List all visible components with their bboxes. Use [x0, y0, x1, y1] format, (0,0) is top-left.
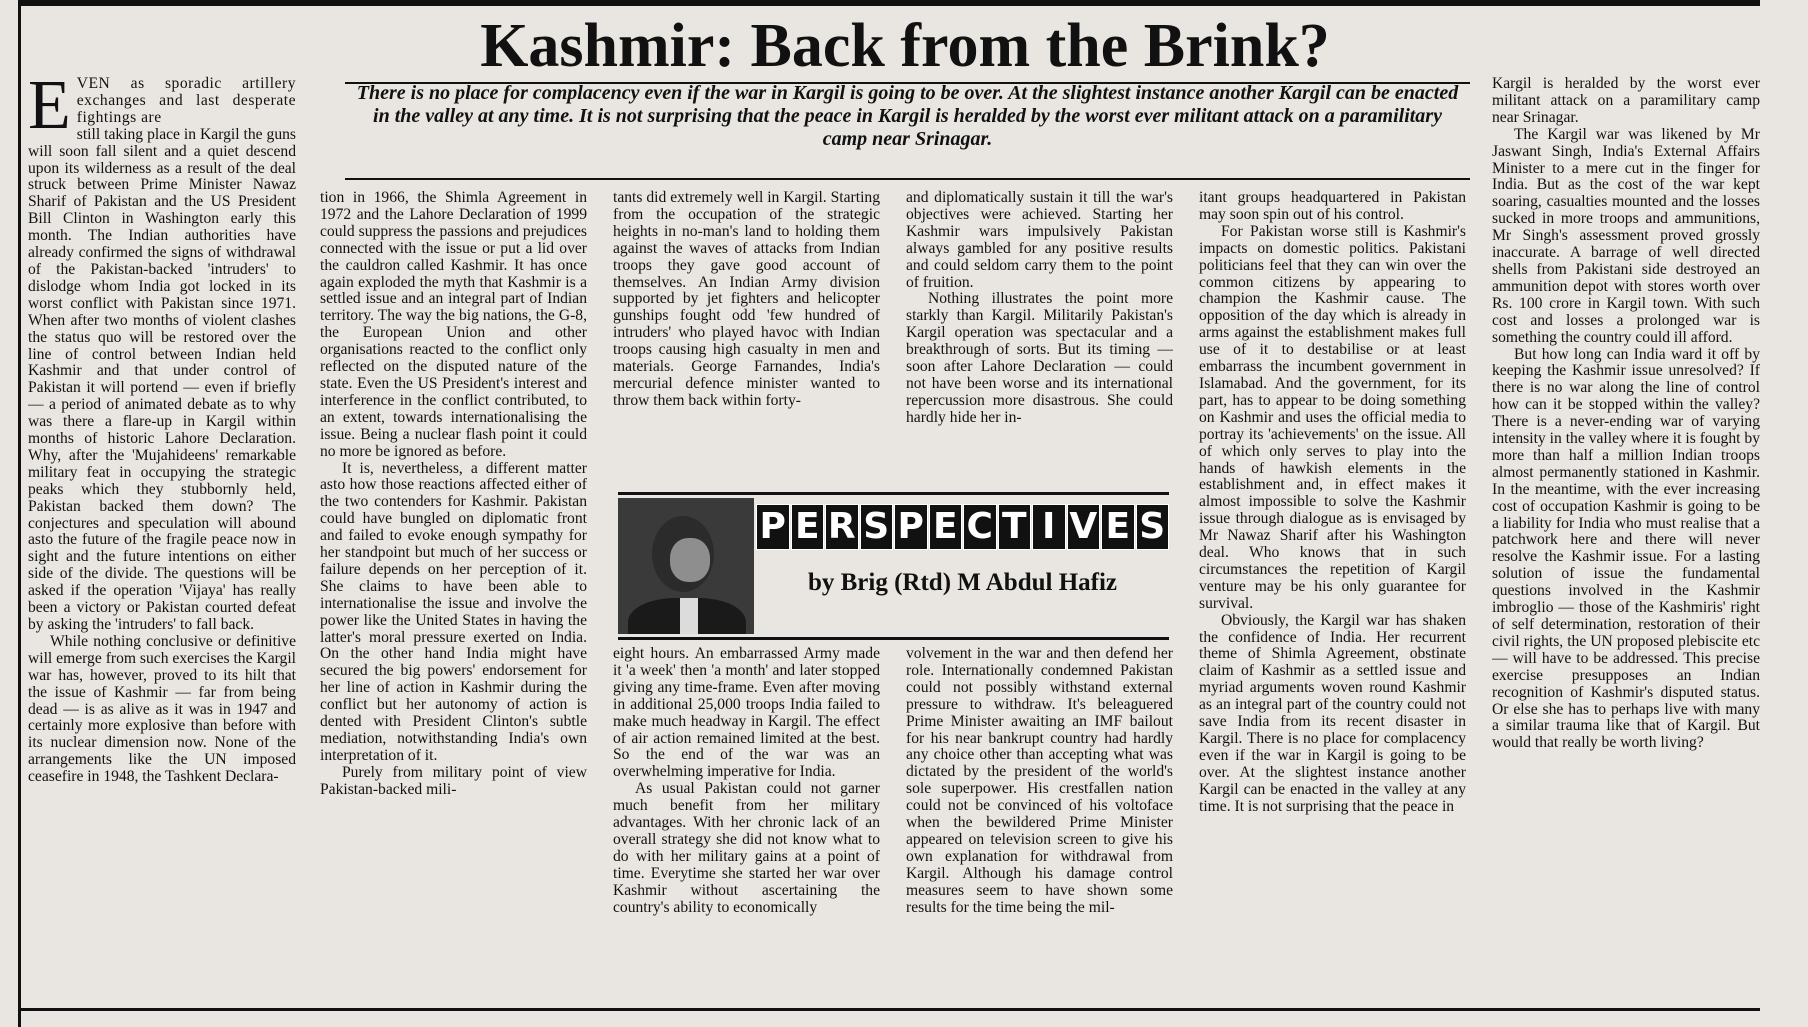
left-rule: [18, 0, 21, 1027]
drop-cap: E: [28, 76, 71, 144]
column-6-paragraph-3: But how long can India ward it off by keeping the Kashmir issue unresolved? If there is no war along the line of control how can it be stopped within the valley? There is a never-ending war of varying intensity in the valley where it is fought by more than half a million Indian troops almost permanently stationed in Kashmir. In the meantime, with the ever increasing cost of occupation Kashmir is going to be a liability for India who must realise that a patchwork here and there will never resolve the Kashmir issue. For a lasting solution of issue the fundamental questions involved in the Kashmir imbroglio — those of the Kashmiris' right of self determination, restoration of their civil rights, the UN proposed plebiscite etc — will have to be addressed. This precise exercise presupposes an Indian recognition of Kashmir's disputed status. Or else she has to perhaps live with many a similar trauma like that of Kargil. But would that really be worth living?: [1492, 345, 1760, 752]
column-1-paragraph-2: While nothing conclusive or definitive will emerge from such exercises the Kargil war has, however, proved to its hilt that the issue of Kashmir — far from being dead — is as alive as it was in 1947 and certainly more explosive than before with its nuclear dimension now. None of the arrangements like the UN imposed ceasefire in 1948, the Tashkent Declara-: [28, 632, 296, 786]
column-4-bottom: [906, 646, 1173, 1008]
standfirst-rule: [345, 178, 1470, 180]
column-4-top-paragraph-1: and diplomatically sustain it till the war's objectives were achieved. Starting her Kashmir wars impulsively Pakistan always gambled for any positive results and could seldom carry them to the point of fruition.: [906, 190, 1173, 291]
column-2-paragraph-1: tion in 1966, the Shimla Agreement in 1972 and the Lahore Declaration of 1999 could suppress the passions and prejudices connected with the issue or put a lid over the cauldron called Kashmir. It has once again exploded the myth that Kashmir is a settled issue and an integral part of Indian territory. The way the big nations, the G-8, the European Union and other organisations reacted to the conflict only reflected on the disputed nature of the state. Even the US President's interest and interference in the conflict contributed, to an extent, towards internationalising the issue. Being a nuclear flash point it could no more be ignored as before.: [320, 190, 587, 460]
column-3-top: [613, 190, 880, 480]
column-5: [1199, 190, 1466, 1008]
column-5-paragraph-3: Obviously, the Kargil war has shaken the confidence of India. Her recurrent theme of Shimla Agreement, obstinate claim of Kashmir as a settled issue and myriad arguments woven round Kashmir as an integral part of the country could not save India from its recent disaster in Kargil. There is no place for complacency even if the war in Kargil is going to be over. At the slightest instance another Kargil can be enacted in the valley at any time. It is not surprising that the peace in: [1199, 611, 1466, 815]
column-1-lead: EVEN as sporadic artillery exchanges and last desperate fightings are: [28, 76, 296, 144]
byline: by Brig (Rtd) M Abdul Hafiz: [807, 569, 1118, 596]
column-3-bottom-paragraph-2: As usual Pakistan could not garner much benefit from her military advantages. With her chronic lack of an overall strategy she did not know what to do with her military gains at a point of time. Everytime she started her war over Kashmir without ascertaining the country's ability to economically: [613, 780, 880, 916]
perspectives-label: P E R S P E C T I V E S: [756, 504, 1169, 550]
column-6: [1492, 76, 1760, 1008]
headline: Kashmir: Back from the Brink?: [480, 12, 1330, 80]
column-2-paragraph-2: It is, nevertheless, a different matter asto how those reactions affected either of the two contenders for Kashmir. Pakistan could have bungled on diplomatic front and failed to evoke enough sympathy for her standpoint but much of her success or failure depends on her perception of it. She claims to have been able to internationalise the issue and involve the power like the United States in having the latter's moral pressure exerted on India. On the other hand India might have secured the big powers' endorsement for her line of action in Kashmir during the conflict but her autonomy of action is dented with President Clinton's subtle mediation, notwithstanding India's own interpretation of it.: [320, 459, 587, 764]
column-4-top: [906, 190, 1173, 480]
column-4-bottom-paragraph-1: volvement in the war and then defend her role. Internationally condemned Pakistan could not possibly withstand external pressure to withdraw. It's beleaguered Prime Minister awaiting an IMF bailout for his near bankrupt country had hardly any choice other than accepting what was dictated by the president of the world's sole superpower. His crestfallen nation could not be convinced of his voltoface when the bewildered Prime Minister appeared on television screen to give his own explanation for withdrawal from Kargil. Although his damage control measures seem to have shown some results for the time being the mil-: [906, 646, 1173, 916]
column-2: [320, 190, 587, 1008]
column-5-paragraph-1: itant groups headquartered in Pakistan may soon spin out of his control.: [1199, 190, 1466, 223]
column-6-paragraph-2: The Kargil war was likened by Mr Jaswant Singh, India's External Affairs Minister to a mere cut in the finger for India. But as the cost of the war kept soaring, casualties mounted and the losses sucked in more troops and ammunitions, Mr Singh's assessment proved grossly inaccurate. A barrage of well directed shells from Pakistani side destroyed an ammunition depot with stores worth over Rs. 100 crore in Kargil town. With such cost and losses a prolonged war is something the country could ill afford.: [1492, 125, 1760, 346]
bottom-rule: [18, 1008, 1760, 1011]
column-5-paragraph-2: For Pakistan worse still is Kashmir's impacts on domestic politics. Pakistani politicians feel that they can win over the common citizens by appearing to champion the Kashmir cause. The opposition of the day which is already in arms against the establishment makes full use of it to destabilise or at least embarrass the incumbent government in Islamabad. And the government, for its part, has to appear to be doing something on Kashmir and uses the official media to portray its 'achievements' on the issue. All of which only serves to play into the hands of hawkish elements in the establishment and, in effect makes it almost impossible to solve the Kashmir issue through dialogue as is envisaged by Mr Nawaz Sharif after his Washington deal. Who knows that in such circumstances the repetition of Kargil venture may be his only guarantee for survival.: [1199, 222, 1466, 612]
column-1: [28, 76, 296, 1008]
box-rule-top: [618, 492, 1169, 495]
column-1-paragraph-1: still taking place in Kargil the guns will soon fall silent and a quiet descend upon its wilderness as a result of the deal struck between Prime Minister Nawaz Sharif of Pakistan and the US President Bill Clinton in Washington early this month. The Indian authorities have already confirmed the signs of withdrawal of the Pakistan-backed 'intruders' to dislodge whom India got locked in its worst conflict with Pakistan since 1971. When after two months of violent clashes the status quo will be restored over the line of control between Indian held Kashmir and that under control of Pakistan it will portend — even if briefly — a period of animated debate as to why was there a flare-up in Kargil within months of historic Lahore Declaration. Why, after the 'Mujahideens' remarkable military feat in occupying the strategic peaks which they stubbornly held, Pakistan backed them down? The conjectures and speculation will abound asto the future of the fragile peace now in sight and the future intentions on either side of the divide. The questions will be asked if the operation 'Vijaya' has really been a victory or Pakistan courted defeat by asking the 'intruders' to fall back.: [28, 125, 296, 633]
column-3-top-paragraph-1: tants did extremely well in Kargil. Starting from the occupation of the strategic heights in no-man's land to holding them against the waves of attacks from Indian troops they gave good account of themselves. An Indian Army division supported by jet fighters and helicopter gunships fought odd 'few hundred of intruders' who played havoc with Indian troops causing high casualty in men and materials. George Farnandes, India's mercurial defence minister wanted to throw them back within forty-: [613, 190, 880, 409]
column-3-bottom: [613, 646, 880, 1008]
box-rule-bottom: [618, 637, 1169, 640]
author-photo: [618, 498, 754, 634]
column-6-paragraph-1: Kargil is heralded by the worst ever militant attack on a paramilitary camp near Srinagar.: [1492, 76, 1760, 126]
perspectives-box: [618, 492, 1169, 640]
column-3-bottom-paragraph-1: eight hours. An embarrassed Army made it 'a week' then 'a month' and later stopped giving any time-frame. Even after moving in additional 25,000 troops India failed to make much headway in Kargil. The effect of air action remained limited at the best. So the end of the war was an overwhelming imperative for India.: [613, 646, 880, 781]
column-4-top-paragraph-2: Nothing illustrates the point more starkly than Kargil. Militarily Pakistan's Kargil operation was spectacular and a breakthrough of sorts. But its timing — soon after Lahore Declaration — could not have been worse and its international repercussion more disastrous. She could hardly hide her in-: [906, 290, 1173, 426]
standfirst: There is no place for complacency even if the war in Kargil is going to be over. At the slightest instance another Kargil can be enacted in the valley at any time. It is not surprising that the peace in Kargil is heralded by the worst ever militant attack on a paramilitary camp near Srinagar.: [356, 82, 1459, 150]
column-2-paragraph-3: Purely from military point of view Pakistan-backed mili-: [320, 763, 587, 798]
